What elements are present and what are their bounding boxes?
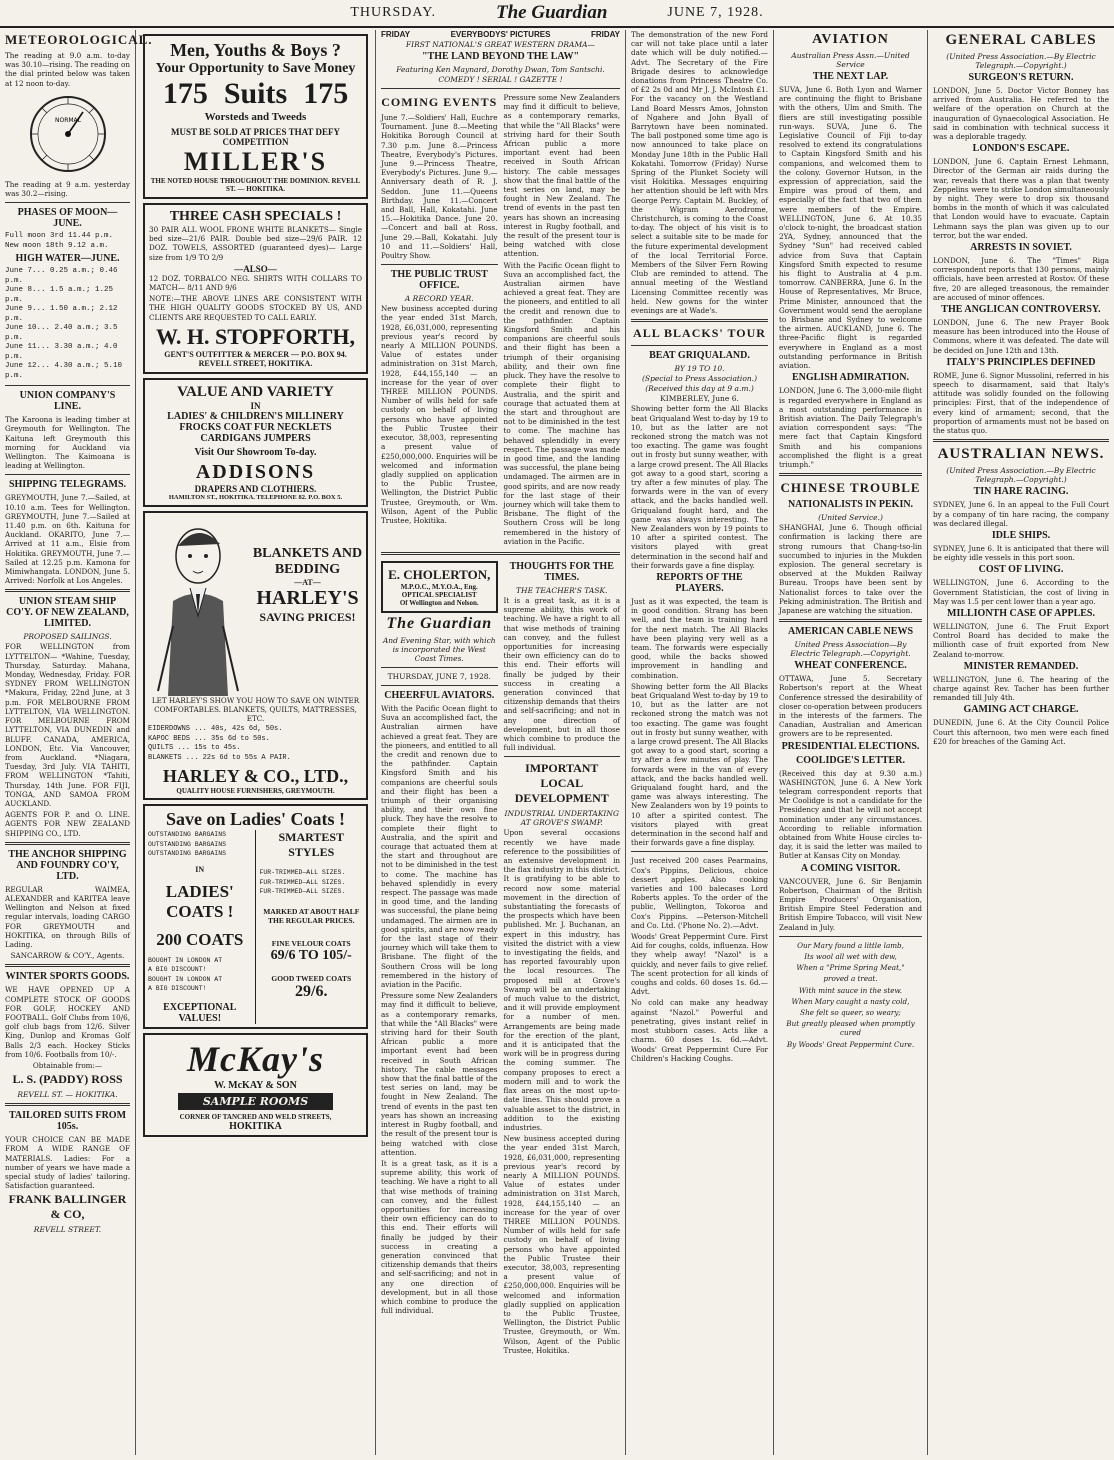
harleys-text: LET HARLEY'S SHOW YOU HOW TO SAVE ON WINTER COMFORTABLES. BLANKETS, QUILTS, MATTRESSES, ETC. (151, 695, 360, 724)
gaming-text: DUNEDIN, June 6. At the City Council Police Court this afternoon, two men were each fined £20 for breaches of the Gaming Act. (933, 718, 1109, 746)
coats-fur: FUR-TRIMMED—ALL SIZES. (259, 888, 346, 896)
barometer-dial (28, 94, 108, 174)
addisons-brand: ADDISONS (195, 460, 316, 483)
poem-line: When a "Prime Spring Meat," (796, 963, 905, 973)
anchor-heading: THE ANCHOR SHIPPING AND FOUNDRY CO'Y, LTD. (8, 848, 127, 882)
ballinger-name: FRANK BALLINGER & CO, (8, 1192, 127, 1222)
millers-brand: MILLER'S (183, 147, 328, 176)
poem-line: Its wool all wet with dew, (804, 952, 897, 962)
poem-line: Our Mary found a little lamb, (797, 940, 904, 950)
important-text: Upon several occasions recently we have made reference to the possibilities of an extensive development in the flax industry in this district. It is gratifying to be able to record now some material movement in the direction of substantiating the forecasts of the prospects which have been published. Mr. J. Buchanan, an expert in this industry, has visited the district with a view to investigating the fields, and has reported favourably upon the local resources. The proposed mill at Grove's Swamp will be an undertaking of much value to the district, and it will provide employment for a number of men. Arrangements are being made for the erection of the plant, and it is anticipated that the work will be in progress during the coming summer. The company proposes to erect a modern mill and to work the flax areas on the most up-to-date lines. This should prove a valuable asset to the district, in addition to the existing industries. (503, 828, 620, 1132)
allblacks-score: BY 19 TO 10. (674, 364, 725, 374)
pictures-day: FRIDAY (590, 30, 620, 39)
addisons-ad (143, 378, 368, 507)
millers-number: 175 (303, 77, 349, 110)
stopforth-footer: GENT'S OUTFITTER & MERCER — P.O. BOX 94. REVELL STREET, HOKITIKA. (164, 349, 347, 368)
mckays-sub: W. McKAY & SON (214, 1079, 297, 1091)
poem-line: proved a treat. (823, 974, 878, 984)
meteorological-yesterday: The reading at 9 a.m. yesterday was 30.2—rising. (5, 179, 130, 199)
winter-heading: WINTER SPORTS GOODS. (5, 971, 130, 983)
column-6 (928, 30, 1114, 1455)
coats-tweed-price: 29/6. (295, 982, 328, 1000)
guardian-sub: And Evening Star, with which is incorporated the West Coast Times. (382, 635, 496, 663)
ladies-coats-ad (143, 804, 368, 1029)
coats-bargain: OUTSTANDING BARGAINS (148, 831, 227, 839)
tide-line: June 7... 0.25 a.m.; 0.46 p.m. (5, 267, 118, 285)
harleys-item: KAPOC BEDS ... 35s 6d to 50s. (148, 734, 270, 743)
surgeon-text: LONDON, June 5. Doctor Victor Bonney has arrived from Australia. He referred to the welfare of the operation on Church at the inauguration of Gynaecological Association. He said in combination with technical success it was a deplorable tragedy. (933, 86, 1109, 142)
mckays-ad (143, 1033, 368, 1137)
union-heading: UNION COMPANY'S LINE. (19, 390, 116, 413)
column-5 (774, 30, 928, 1455)
guardian-date: THURSDAY, JUNE 7, 1928. (387, 671, 491, 681)
addisons-text: LADIES' & CHILDREN'S MILLINERY FROCKS COAT FUR NECKLETS CARDIGANS JUMPERS (167, 410, 344, 444)
reports-heading: REPORTS OF THE PLAYERS. (656, 571, 743, 594)
millers-number: 175 (162, 77, 208, 110)
cost-heading: COST OF LIVING. (978, 564, 1064, 576)
harleys-saving: SAVING PRICES! (259, 609, 356, 624)
millers-title: Men, Youths & Boys ? (170, 40, 341, 60)
escape-text: LONDON, June 6. Captain Ernest Lehmann, Director of the German air raids during the war, reveals that there was a plan that twenty Zeppelins were to strike London simultaneously by night. They were to drop six thousand bombs in the month of which it was calculated that London would have to evacuate. Captain Lehmann says the plan was given up to our terror, but the war ended. (933, 157, 1109, 240)
surgeon-heading: SURGEON'S RETURN. (968, 72, 1074, 83)
coats-bought: BOUGHT IN LONDON AT (148, 975, 223, 983)
ross-name: L. S. (PADDY) ROSS (12, 1072, 123, 1087)
tide-line: June 12... 4.30 a.m.; 5.10 p.m. (5, 362, 123, 380)
allblacks-received: (Received this day at 9 a.m.) (645, 384, 754, 394)
tide-heading: HIGH WATER—JUNE. (15, 253, 120, 265)
cost-text: WELLINGTON, June 6. According to the Government Statistician, the cost of living in May was 1.5 per cent lower than a year ago. (933, 578, 1109, 606)
coats-tweed: GOOD TWEED COATS (271, 973, 352, 983)
mckays-sample: SAMPLE ROOMS (178, 1093, 333, 1110)
important-heading: IMPORTANT LOCAL DEVELOPMENT (514, 761, 609, 806)
cholerton-sub: M.P.O.C., M.Y.O.A., Eng. OPTICAL SPECIALIST (400, 582, 478, 599)
masthead (0, 0, 1114, 28)
coolidge-text: (Received this day at 9.30 a.m.) WASHINGTON, June 6. A New York telegram correspondent reports that Mr Coolidge is not a candidate for the Presidency and that he will not accept nomination under any circumstances. According to reliable information obtained from White House circles to-day, it is said the letter was mailed to Butler at Kansas City on Monday. (779, 768, 922, 861)
presidential-heading: PRESIDENTIAL ELECTIONS. (781, 740, 920, 752)
nextlap-heading: THE NEXT LAP. (812, 71, 889, 82)
harleys-title: BLANKETS AND BEDDING (252, 545, 363, 577)
poem-line: With mint sauce in the stew. (798, 985, 903, 995)
leader-body-3: It is a great task, as it is a supreme ability, this work of teaching. We have a right to all that wise methods of training can convey, and the fullest opportunities for increasing their own efficiency can do to this end. Their efforts will finally be judged by their success in creating a generation convinced that citizenship demands that theirs and self-sacrificing; and not in any one direction of development, but in all those which combine to produce the full individual. (381, 1158, 498, 1316)
coats-marked: MARKED AT ABOUT HALF THE REGULAR PRICES. (263, 906, 360, 925)
allblacks-sub: BEAT GRIQUALAND. (649, 350, 750, 362)
arrests-text: LONDON, June 6. The "Times" Riga correspondent reports that 130 persons, mainly officials, have been arrested at Rostov. Of these five, 20 are alleged treasonous, the remainder are accused of minor offences. (933, 256, 1109, 302)
moon-line-1: New moon 18th 9.12 a.m. (5, 241, 109, 250)
guardian-title: The Guardian (386, 614, 493, 632)
italy-text: ROME, June 6. Signor Mussolini, referred in his speech to disarmament, said that Italy's attitude was solidly founded on the following principles: First, that of the independence of every kind of armament; second, that the proportion of armaments must not be based on the status quo. (933, 370, 1109, 436)
tailored-heading: TAILORED SUITS FROM 105s. (8, 1110, 127, 1133)
coats-title: Save on Ladies' Coats ! (165, 809, 345, 830)
wheat-heading: WHEAT CONFERENCE. (794, 660, 907, 672)
coats-bought: A BIG DISCOUNT! (148, 966, 207, 974)
china-sub: NATIONALISTS IN PEKIN. (787, 499, 914, 511)
allblacks-place: KIMBERLEY, June 6. (660, 394, 739, 404)
important-sub: INDUSTRIAL UNDERTAKING AT GROVE'S SWAMP. (504, 809, 619, 828)
american-sub: United Press Association—By Electric Telegraph.—Copyright. (790, 640, 911, 659)
local-news-text: The demonstration of the new Ford car will not take place until a later date which will be duly notified.—Advt. The Secretary of the Fire Brigade desires to acknowledge donations from Princess Theatre Co. of £2 2s 0d and Mr J. J. McIntosh £1. For the vacancy on the Westland Land Board Messrs Amos, Johnston of Ngahere and John Byall of Barrytown have been nominated. The ball postponed some time ago is now announced to take place on Monday June 18th in the Public Hall Kokatahi. Tomorrow (Friday) Nurse Spring of the Plunket Society will visit Hokitika. Messages enquiring her attention should be left with Mrs George Perry. Captain M. Buckley, of the Wigram Aerodrome, Christchurch, is coming to the Coast to-day. The object of his visit is to select a suitable site to be made for the future experimental development of the local Territorial Force. Members of the Silver Fern Rowing Club are reminded to attend. The annual meeting of the Westland Licensing Committee recently was held. New gowns for the winter evenings are at Wade's. (631, 30, 768, 316)
important-text-2: New business accepted during the year ended 31st March, 1928, £6,031,000, representing previous year's record by nearly A MILLION POUNDS. Value of estates under administration on 31st March, 1928, £44,155,140 — an increase for the year of over THREE MILLION POUNDS. Number of wills held for safe custody on behalf of living persons who have appointed the Public Trustee their executor, 38,003, representing a present value of £250,000,000. Enquiries will be welcomed and information gladly supplied on application to the Public Trustee, Wellington, the District Public Trustee, Greymouth, or Wm. Wilson, Agent of the Public Trustee, Hokitika. (503, 1134, 620, 1355)
escape-heading: LONDON'S ESCAPE. (972, 143, 1070, 155)
harleys-brand: HARLEY'S (256, 586, 359, 609)
tin-text: SYDNEY, June 6. In an appeal to the Full Court by a company of tin hare racing, the company was declared illegal. (933, 500, 1109, 528)
aviation-sub: Australian Press Assn.—United Service (791, 51, 910, 69)
cholerton-ad (381, 561, 498, 613)
coats-bargain: OUTSTANDING BARGAINS (148, 840, 227, 848)
pictures-title: "THE LAND BEYOND THE LAW" (421, 51, 580, 62)
stopforth-brand: W. H. STOPFORTH, (155, 323, 356, 349)
millers-footer: THE NOTED HOUSE THROUGHOUT THE DOMINION. REVELL ST. — HOKITIKA. (150, 177, 361, 193)
moon-line-0: Full moon 3rd 11.44 p.m. (5, 232, 114, 241)
anglican-text: LONDON, June 6. The new Prayer Book measure has been introduced into the House of Commons, where it was defeated. The date will be decided on June 12th and 13th. (933, 318, 1109, 355)
tide-line: June 8... 1.5 a.m.; 1.25 p.m. (5, 286, 114, 304)
cholerton-footer: Of Wellington and Nelson. (399, 598, 479, 607)
harleys-ad (143, 511, 368, 801)
coats-styles: SMARTEST STYLES (278, 830, 345, 860)
tailored-text: YOUR CHOICE CAN BE MADE FROM A WIDE RANGE OF MATERIALS. Ladies: For a number of years we have made a special study of ladies' tailoring. Satisfaction guaranteed. (5, 1135, 130, 1191)
addisons-sub: DRAPERS AND CLOTHIERS. (194, 483, 317, 494)
tide-line: June 9... 1.50 a.m.; 2.12 p.m. (5, 305, 118, 323)
usscc-text: FOR WELLINGTON from LYTTELTON— *Wahine, Tuesday, Thursday, Saturday. Mahana, Monday, Wednesday, Friday. FOR SYDNEY FROM WELLINGTON *Makura, Friday, 22nd June, at 3 p.m. FOR MELBOURNE FROM LYTTELTON, VIA WELLINGTON. FOR MELBOURNE FROM LYTTELTON, VIA DUNEDIN and BLUFF. CANADA, AMERICA, LONDON, Etc. Via Vancouver, from Auckland. *Niagara, Tuesday, 3rd July. VIA TAHITI, FROM WELLINGTON *Tahiti, Thursday, 14th June. FOR FIJI, TONGA, AND SAMOA FROM AUCKLAND. (5, 642, 130, 808)
general-sub: (United Press Association.—By Electric Telegraph.—Copyright.) (946, 52, 1096, 70)
allblacks-heading: ALL BLACKS' TOUR (633, 326, 766, 341)
leader-body: With the Pacific Ocean flight to Suva an accomplished fact, the Australian airmen have achieved a great feat. They are the pioneers, and entitled to all the credit and renown due to the pathfinder. Captain Kingsford Smith and his companions are cheerful souls and their flight has been a triumph of their organising ability, and their own fine pluck. They have the resolve to complete their flight to Australia, and the spirit and courage that actuated them at the start and throughout are not to be diminished in the test to come. The machine has behaved splendidly in every respect. The passage was made in good time, and the landing was successful, the plane being undamaged. The airmen are in good spirits, and are now ready for the last stage of their journey which will take them to Brisbane. The flight of the Southern Cross will be long remembered in the history of aviation in the Pacific. (381, 703, 498, 990)
pictures-day: FRIDAY (381, 30, 411, 39)
harleys-corp: HARLEY & CO., LTD., (162, 766, 349, 787)
visitor-heading: A COMING VISITOR. (800, 862, 901, 874)
general-heading: GENERAL CABLES (945, 32, 1097, 48)
anchor-agent: SANCARROW & CO'Y., Agents. (10, 951, 125, 961)
masthead-day: THURSDAY. (350, 5, 436, 20)
moon-heading: PHASES OF MOON—JUNE. (17, 207, 118, 230)
poem-line: By Woods' Great Peppermint Cure. (786, 1039, 915, 1049)
anchor-text: REGULAR WAIMEA, ALEXANDER and KARITEA leave Wellington and Nelson at fixed regular intervals, loading CARGO FOR GREYMOUTH and HOKITIKA, on through Bills of Lading. (5, 884, 130, 949)
american-heading: AMERICAN CABLE NEWS (787, 626, 913, 638)
harleys-footer: QUALITY HOUSE FURNISHERS, GREYMOUTH. (176, 787, 335, 796)
tide-line: June 10... 2.40 a.m.; 3.5 p.m. (5, 324, 118, 342)
aviation-heading: AVIATION (812, 32, 889, 47)
aust-sub: (United Press Association.—By Electric Telegraph.—Copyright.) (946, 466, 1096, 485)
addisons-title: VALUE AND VARIETY (177, 383, 334, 400)
mckays-footer: CORNER OF TANCRED AND WELD STREETS, (179, 1112, 332, 1121)
leader-heading: CHEERFUL AVIATORS. (384, 689, 495, 701)
china-assoc: (United Service.) (818, 513, 883, 523)
coats-in: IN (195, 864, 205, 874)
stopforth-note: NOTE:—THE ABOVE LINES ARE CONSISTENT WITH THE HIGH QUALITY GOODS STOCKED BY US, AND CLIENTS ARE REQUESTED TO CALL EARLY. (149, 294, 362, 322)
meteorological-text: The reading at 9.0 a.m. to-day was 30.10—rising. The reading on the dial printed below was taken at 12 noon to-day. (5, 51, 131, 88)
millers-subtitle: Your Opportunity to Save Money (155, 61, 356, 76)
column-1 (0, 30, 153, 1455)
pictures-name: EVERYBODYS' PICTURES (450, 30, 551, 39)
reports-text: Just as it was expected, the team is in good condition. Strang has been well, and the team is training hard for the next match. The All Blacks have been playing very well as a team. The forwards were especially good, while the backs showed improvement in handling and combination. (631, 596, 768, 680)
poem-line: She felt so queer, so weary; (800, 1008, 901, 1018)
ballinger-address: REVELL STREET. (33, 1225, 102, 1235)
coats-ladies: LADIES' COATS ! (165, 881, 234, 921)
china-text: SHANGHAI, June 6. Though official confirmation is lacking there are strong rumours that Chang-tso-lin succumbed to injuries in the Mukden explosion. The general secretary is observed at the Mukden Railway Bureau. Troops have been sent by Nationalist forces to take over the Peking administration. The British and Japanese are watching the situation. (779, 523, 922, 615)
mckays-town: HOKITIKA (229, 1120, 282, 1132)
coats-velour-price: 69/6 TO 105/- (270, 947, 352, 963)
coats-fur: FUR-TRIMMED—ALL SIZES. (259, 878, 346, 886)
trust-sub: A RECORD YEAR. (404, 294, 474, 304)
mckays-logo: McKay's (187, 1038, 324, 1079)
millers-ad (143, 34, 368, 199)
column-4 (626, 30, 774, 1455)
stopforth-text: 30 PAIR ALL WOOL FRONE WHITE BLANKETS— Single bed size—21/6 PAIR. Double bed size—29/6 PAIR. 12 DOZ. TOWELS, ASSORTED (guaranteed dyes)— Large size from 1/9 TO 2/9 (149, 225, 362, 262)
coats-bought: A BIG DISCOUNT! (148, 985, 207, 993)
coats-bargain: OUTSTANDING BARGAINS (148, 850, 227, 858)
pictures-extras: COMEDY ! SERIAL ! GAZETTE ! (438, 75, 563, 84)
trust-heading: THE PUBLIC TRUST OFFICE. (390, 269, 488, 292)
coats-bought: BOUGHT IN LONDON AT (148, 956, 223, 964)
coming-events-heading: COMING EVENTS (381, 95, 498, 109)
thoughts-text: It is a great task, as it is a supreme ability, this work of teaching. We have a right to all that wise methods of training can convey, and the fullest opportunities for increasing their own efficiency can do to this end. Their efforts will finally be judged by their success in creating a generation convinced that citizenship demands that theirs and self-sacrificing; and not in any one direction of development, but in all those which combine to produce the full individual. (503, 595, 620, 753)
coats-fur: FUR-TRIMMED—ALL SIZES. (259, 869, 346, 877)
trust-text: New business accepted during the year ended 31st March, 1928, £6,031,000, representing previous year's record by nearly A MILLION POUNDS. Value of estates under administration on 31st March, 1928, £44,155,140 — an increase for the year of over THREE MILLION POUNDS. Number of wills held for safe custody on behalf of living persons who have appointed the Public Trustee their executor, 38,003, representing a present value of £250,000,000. Enquiries will be welcomed and information gladly supplied on application to the Public Trustee, Wellington, the District Public Trustee, Greymouth, or Wm. Wilson, Agent of the Public Trustee, Hokitika. (381, 304, 498, 525)
shipping-heading: SHIPPING TELEGRAMS. (8, 479, 127, 491)
addisons-visit: Visit Our Showroom To-day. (194, 446, 317, 458)
english-heading: ENGLISH ADMIRATION. (791, 372, 910, 384)
stopforth-text2: 12 DOZ. TORBALCO NEG. SHIRTS WITH COLLARS TO MATCH— 8/11 AND 9/6 (149, 273, 362, 293)
harleys-at: —AT— (294, 577, 321, 587)
thoughts-heading: THOUGHTS FOR THE TIMES. (509, 560, 614, 583)
cholerton-name: E. CHOLERTON, (388, 566, 491, 582)
leader-body-2: Pressure some New Zealanders may find it difficult to believe, as a contemporary remarks, that while the "All Blacks" were striving hard for their South African public a more important event had been received in South African history. The cable messages show that the final battle of the test series on land, may be fought in New Zealand. The trend of events in the past ten years has shown an increasing interest in Rugby football, and the result of the present tour is being watched with close attention. (381, 991, 498, 1157)
wheat-text: OTTAWA, June 5. Secretary Robertson's report at the Wheat Conference stressed the desirability of closer co-operation between producers in the interests of the farmers. The Canadian, Australian and American growers are to be represented. (779, 674, 922, 739)
minister-text: WELLINGTON, June 6. The hearing of the charge against Rev. Tacher has been further remanded till July 4th. (933, 674, 1109, 703)
pictures-bar (381, 30, 620, 39)
coolidge-heading: COOLIDGE'S LETTER. (796, 754, 905, 766)
man-portrait-illustration (148, 516, 248, 696)
woods-advt: Woods' Great Peppermint Cure. First Aid for coughs, colds, influenza. How they whelp away! "Nazol" is a quickly, and never fails to give relief. The scent protection for all kinds of coughs and colds. 60 doses 1s. 6d.—Advt. (631, 932, 768, 997)
thoughts-sub: THE TEACHER'S TASK. (516, 585, 608, 595)
addisons-in: IN (250, 400, 261, 411)
harleys-item: EIDERDOWNS ... 40s, 42s 6d, 50s. (148, 725, 283, 734)
italy-heading: ITALY'S PRINCIPLES DEFINED (946, 356, 1096, 368)
gaming-heading: GAMING ACT CHARGE. (963, 704, 1079, 716)
usscc-sub: PROPOSED SAILINGS. (23, 632, 112, 642)
gauge-normal-label: NORMAL (54, 116, 81, 124)
millers-must: MUST BE SOLD AT PRICES THAT DEFY COMPETITION (170, 127, 341, 147)
allblacks-assoc: (Special to Press Association.) (642, 374, 757, 384)
pictures-cast: Featuring Ken Maynard, Dorothy Dwan, Tom Santschi. (396, 65, 605, 74)
tide-line: June 11... 3.30 a.m.; 4.0 p.m. (5, 343, 118, 361)
pictures-sub: FIRST NATIONAL'S GREAT WESTERN DRAMA— (405, 40, 596, 49)
poem-line: When Mary caught a nasty cold, (791, 996, 910, 1006)
millers-suits: Suits (223, 77, 288, 110)
arrests-heading: ARRESTS IN SOVIET. (970, 242, 1072, 254)
allblacks-text-2: Showing better form the All Blacks beat Griqualand West to-day by 19 to 10, but as the latter are not reckoned strong the match was not too exacting. The game was fought out in frosty but sunny weather, with a large crowd present. The All Blacks got away to a good start, scoring a try after a few minutes of play. The forwards were in the van of every attack, and the backs handled well. Griqualand fought hard, and the game was always interesting. The New Zealanders won by 19 points to 10 after a spirited contest. The visitors played with great determination in the second half and their forwards gave a fine display. (631, 681, 768, 848)
stopforth-title: THREE CASH SPECIALS ! (169, 209, 342, 224)
usscc-heading: UNION STEAM SHIP CO'Y. OF NEW ZEALAND, LIMITED. (6, 596, 129, 630)
minister-heading: MINISTER REMANDED. (963, 660, 1079, 672)
english-text: LONDON, June 6. The 3,000-mile flight is regarded everywhere in England as a most outstanding performance in British aviation. The Daily Telegraph's aviation correspondent says: "The mere fact that Captain Kingsford Smith and his companions accomplished the flight is a great triumph." (779, 386, 922, 469)
apples-heading: MILLIONTH CASE OF APPLES. (947, 607, 1095, 619)
coats-velour: FINE VELOUR COATS (271, 938, 351, 948)
winter-text: WE HAVE OPENED UP A COMPLETE STOCK OF GOODS FOR GOLF, HOCKEY AND FOOTBALL. Golf Clubs from 10/6, golf club bags from 12/6. Silver King, Dunlop and Kromas Golf Balls 2/3 each. Hockey Sticks from 10/6. Footballs from 10/-. (5, 985, 130, 1059)
masthead-paper-title: The Guardian (496, 2, 608, 23)
leader-text: With the Pacific Ocean flight to Suva an accomplished fact, the Australian airmen have achieved a great feat. They are the pioneers, and entitled to all the credit and renown due to the pathfinder. Captain Kingsford Smith and his companions are cheerful souls and their flight has been a triumph of their organising ability, and their own fine pluck. They have the resolve to complete their flight to Australia, and the spirit and courage that actuated them at the start and throughout are not to be diminished in the test to come. The machine has behaved splendidly in every respect. The passage was made in good time, and the landing was successful, the plane being undamaged. The airmen are in good spirits, and are now ready for the last stage of their journey which will take them to Brisbane. The flight of the Southern Cross will be long remembered in the history of aviation in the Pacific. (503, 260, 620, 546)
woods-advt-2: No cold can make any headway against "Nazol." Powerful and penetrating, gives instant relief in most stubborn cases. Acts like a charm. 60 doses 1s. 6d.—Advt. Woods' Great Peppermint Cure For Children's Hacking Coughs. (631, 998, 768, 1063)
harleys-item: QUILTS ... 15s to 45s. (148, 744, 241, 753)
aviation-text: SUVA, June 6. Both Lyon and Warner are continuing the flight to Brisbane with the others, Ulm and Smith. The fliers are still investigating possible run-ways. SUVA, June 6. The Legislative Council of Fiji to-day resolved to extend its congratulations to Captain Kingsford Smith and his companions, and welcomed them to the colony. Governor Hutson, in the expression of appreciation, said the Empire was proud of them, and especially of the fact that two of them were members of the Empire. WELLINGTON, June 6. At 10.35 o'clock to-night, the broadcast station 2YA, Sydney, announced that the Sydney "Sun" had received cabled advice from Suva that Captain Kingsford Smith expected to resume his flight to Australia at 4 p.m. tomorrow. CANBERRA, June 6. In the House of Representatives, Mr Bruce, Prime Minister, announced that the Government would send the aeroplane to Brisbane and Sydney to welcome the airmen. AUCKLAND, June 6. The three-Pacific flight is regarded everywhere in England as a most outstanding performance in British aviation. (779, 85, 922, 371)
harleys-item: BLANKETS ... 22s 6d to 55s A PAIR. (148, 753, 291, 762)
column-2 (136, 30, 376, 1455)
addisons-footer: HAMILTON ST., HOKITIKA. TELEPHONE 82. P.O. BOX 5. (168, 493, 343, 501)
idle-heading: IDLE SHIPS. (991, 529, 1051, 541)
poem-line: But greatly pleased when promptly cured (786, 1019, 915, 1038)
millers-worsted: Worsteds and Tweeds (204, 111, 307, 123)
ross-address: REVELL ST. — HOKITIKA. (17, 1090, 118, 1100)
coming-events-text: June 7.—Soldiers' Hall, Euchre Tournament. June 8.—Meeting Hokitika Borough Council at 7.30 p.m. June 8.—Princess Theatre, Everybody's Pictures. June 9.—Princess Theatre, Everybody's Pictures. June 9.—Anniversary death of R. J. Seddon. June 11.—Queens Birthday. June 11.—Concert and Ball, Hall, Kokatahi. June 15.—Hokitika Dance. June 20.—Concert and ball at Ross. June 29.—Ball, Kokatahi. July 10 and 11.—Soldiers' Hall, Poultry Show. (381, 113, 498, 261)
stopforth-also: —ALSO— (234, 263, 277, 274)
aust-heading: AUSTRALIAN NEWS. (937, 446, 1105, 463)
allblacks-text: Showing better form the All Blacks beat Griqualand West to-day by 19 to 10, but as the latter are not reckoned strong the match was not too exacting. The game was fought out in frosty but sunny weather, with a large crowd present. The All Blacks got away to a good start, scoring a try after a few minutes of play. The forwards were in the van of every attack, and the backs handled well. Griqualand fought hard, and the game was always interesting. The New Zealanders won by 19 points to 10 after a spirited contest. The visitors played with great determination in the second half and their forwards gave a fine display. (631, 404, 768, 570)
stopforth-ad (143, 203, 368, 374)
apples-text: WELLINGTON, June 6. The Fruit Export Control Board has decided to make the millionth case of fruit exported from New Zealand to-morrow. (933, 621, 1109, 659)
column-3 (376, 30, 626, 1455)
leader-text-2: Pressure some New Zealanders may find it difficult to believe, as a contemporary remarks, that while the "All Blacks" were striving hard for their South African public a more important event had been received in South African history. The cable messages show that the final battle of the test series on land, may be fought in New Zealand. The trend of events in the past ten years has shown an increasing interest in Rugby football, and the result of the present tour is being watched with close attention. (503, 93, 620, 259)
coats-exceptional: EXCEPTIONAL VALUES! (163, 1001, 237, 1024)
coats-200: 200 COATS (156, 929, 244, 949)
tin-heading: TIN HARE RACING. (973, 486, 1069, 498)
shipping-text: GREYMOUTH, June 7.—Sailed, at 10.10 a.m. Tees for Wellington. GREYMOUTH, June 7.—Sailed at 11.40 p.m. on 6th. Kaituna for Auckland. OKARITO, June 7.—Arrived at 11 a.m., Elsie from Hokitika. GREYMOUTH, June 7.—Sailed at 12.25 p.m. Kamona for Mimiwhangata. LONDON, June 5. Arrived: Norfolk at Los Angeles. (5, 493, 130, 586)
idle-text: SYDNEY, June 6. It is anticipated that there will be eighty idle vessels in this port soon. (933, 543, 1109, 563)
masthead-date: JUNE 7, 1928. (667, 5, 764, 20)
meteorological-heading: METEOROLOGICAL. (5, 32, 153, 47)
usscc-agents: AGENTS FOR P. and O. LINE. AGENTS FOR NEW ZEALAND SHIPPING CO., LTD. (5, 810, 130, 838)
union-text: The Karoona is leading timber at Greymouth for Wellington. The Kaituna left Greymouth this morning for Auckland via Wellington. The Kaimoana is leading at Wellington. (5, 415, 130, 471)
apples-advt: Just received 200 cases Pearmains, Cox's Pippins, Delicious, choice dessert apples. Also cooking varieties and 100 balecases Lord Roberts apples. To the order of the public, Wellington, Tokoroa and Cox's Pippins. —Peterson-Mitchell and Co. Ltd. ('Phone No. 2).—Advt. (631, 856, 768, 930)
visitor-text: VANCOUVER, June 6. Sir Benjamin Robertson, Chairman of the British Empire Producers' Organisation, British Empire Steel Federation and British Empire Tobacco, will visit New Zealand in July. (779, 876, 922, 932)
winter-from: Obtainable from:— (32, 1060, 103, 1070)
anglican-heading: THE ANGLICAN CONTROVERSY. (941, 304, 1101, 316)
china-heading: CHINESE TROUBLE (780, 480, 921, 496)
